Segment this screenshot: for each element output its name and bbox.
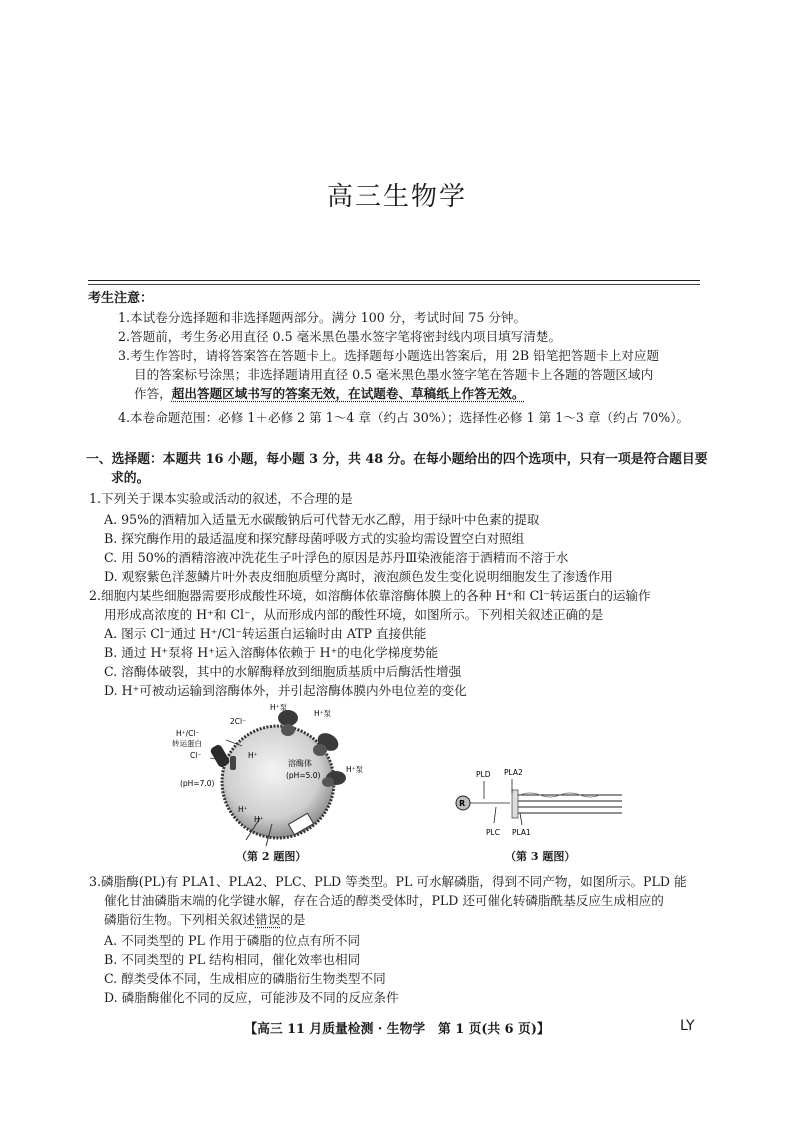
q3-stem-1: 3.磷脂酶(PL)有 PLA1、PLA2、PLC、PLD 等类型。PL 可水解磷脂，得到不同产物，如图所示。PLD 能 bbox=[89, 874, 687, 889]
label-cl: Cl⁻ bbox=[190, 751, 202, 760]
note-3-end bbox=[134, 384, 524, 403]
label-lysosome: 溶酶体 bbox=[288, 759, 312, 768]
label-ph-out: (pH=7.0) bbox=[180, 779, 215, 788]
label-2cl: 2Cl⁻ bbox=[230, 717, 247, 726]
q2-option-a: A. 图示 Cl⁻通过 H⁺/Cl⁻转运蛋白运输时由 ATP 直接供能 bbox=[104, 626, 427, 641]
note-3-cont: 目的答案标号涂黑；非选择题请用直径 0.5 毫米黑色墨水签字笔在答题卡上各题的答题区域内 bbox=[134, 367, 654, 382]
label-pld: PLD bbox=[476, 770, 491, 779]
q2-stem-1: 2.细胞内某些细胞器需要形成酸性环境，如溶酶体依靠溶酶体膜上的各种 H⁺和 Cl⁻转运蛋白的运输作 bbox=[89, 588, 651, 603]
pla1-site-line bbox=[520, 813, 522, 825]
q3-stem-3-a: 磷脂衍生物。下列相关叙述 bbox=[104, 912, 256, 927]
q1-option-b: B. 探究酶作用的最适温度和探究酵母菌呼吸方式的实验均需设置空白对照组 bbox=[104, 531, 525, 546]
label-transporter-2: 转运蛋白 bbox=[172, 739, 202, 748]
note-3-tail: 作答， bbox=[134, 386, 172, 401]
label-h-pump-top: H⁺泵 bbox=[270, 703, 288, 712]
fatty-acid-chains bbox=[512, 795, 622, 813]
q3-stem-3-emphasis: 错误 bbox=[255, 912, 281, 927]
notes-heading: 考生注意： bbox=[88, 291, 154, 306]
q3-stem-3 bbox=[104, 910, 306, 929]
label-pla2: PLA2 bbox=[504, 768, 523, 777]
transporter-shape bbox=[209, 743, 236, 770]
note-3: 3.考生作答时，请将答案答在答题卡上。选择题每小题选出答案后，用 2B 铅笔把答题卡上对应题 bbox=[118, 348, 660, 363]
q3-option-c: C. 醇类受体不同，生成相应的磷脂衍生物类型不同 bbox=[104, 971, 386, 986]
glycerol-shape bbox=[512, 790, 518, 818]
q3-option-d: D. 磷脂酶催化不同的反应，可能涉及不同的反应条件 bbox=[104, 990, 399, 1005]
lysosome-membrane bbox=[222, 726, 334, 838]
q3-option-a: A. 不同类型的 PL 作用于磷脂的位点有所不同 bbox=[104, 933, 361, 948]
label-h-pump-side: H⁺泵 bbox=[346, 765, 364, 774]
q1-option-d: D. 观察紫色洋葱鳞片叶外表皮细胞质壁分离时，液泡颜色发生变化说明细胞发生了渗透作用 bbox=[104, 569, 613, 584]
q3-stem-2: 催化甘油磷脂末端的化学键水解，存在合适的醇类受体时，PLD 还可催化转磷脂酰基反应生成相应的 bbox=[104, 893, 664, 908]
label-h-pump-right: H⁺泵 bbox=[314, 709, 332, 718]
page-title: 高三生物学 bbox=[326, 182, 467, 212]
footer-code: LY bbox=[680, 1018, 695, 1034]
q1-option-c: C. 用 50%的酒精溶液冲洗花生子叶浮色的原因是苏丹Ⅲ染液能溶于酒精而不溶于水 bbox=[104, 550, 569, 565]
section-heading: 一、选择题：本题共 16 小题，每小题 3 分，共 48 分。在每小题给出的四个选项中，只有一项是符合题目要 bbox=[86, 452, 708, 467]
label-plc: PLC bbox=[486, 828, 500, 837]
note-3-emphasis: 超出答题区域书写的答案无效，在试题卷、草稿纸上作答无效。 bbox=[171, 386, 525, 401]
label-h-low-2: H⁺ bbox=[254, 815, 264, 824]
q3-option-b: B. 不同类型的 PL 结构相同，催化效率也相同 bbox=[104, 952, 361, 967]
label-h-low-1: H⁺ bbox=[238, 805, 248, 814]
header-rule bbox=[88, 280, 700, 281]
q2-option-d: D. H⁺可被动运输到溶酶体外，并引起溶酶体膜内外电位差的变化 bbox=[104, 683, 467, 698]
section-heading-cont: 求的。 bbox=[111, 471, 150, 486]
page-footer: 【高三 11 月质量检测 · 生物学 第 1 页(共 6 页)】 bbox=[244, 1022, 550, 1037]
phospholipid-figure bbox=[450, 765, 630, 845]
label-ph-in: (pH=5.0) bbox=[286, 771, 321, 780]
figure-2-caption: （第 2 题图） bbox=[236, 850, 307, 863]
header-rule-thin bbox=[88, 284, 700, 285]
note-4: 4.本卷命题范围：必修 1＋必修 2 第 1～4 章（约占 30%）；选择性必修 1 第 1～3 章（约占 70%）。 bbox=[118, 410, 690, 425]
q1-option-a: A. 95%的酒精加入适量无水碳酸钠后可代替无水乙醇，用于绿叶中色素的提取 bbox=[104, 512, 540, 527]
note-2: 2.答题前，考生务必用直径 0.5 毫米黑色墨水签字笔将密封线内项目填写清楚。 bbox=[118, 329, 562, 344]
q2-option-c: C. 溶酶体破裂，其中的水解酶释放到细胞质基质中后酶活性增强 bbox=[104, 664, 462, 679]
figure-3-caption: （第 3 题图） bbox=[505, 850, 576, 863]
label-r: R bbox=[459, 799, 466, 808]
q2-stem-2: 用形成高浓度的 H⁺和 Cl⁻，从而形成内部的酸性环境，如图所示。下列相关叙述正确的是 bbox=[104, 607, 604, 622]
note-1: 1.本试卷分选择题和非选择题两部分。满分 100 分，考试时间 75 分钟。 bbox=[118, 310, 527, 325]
q1-stem: 1.下列关于课本实验或活动的叙述，不合理的是 bbox=[89, 491, 353, 506]
q2-option-b: B. 通过 H⁺泵将 H⁺运入溶酶体依赖于 H⁺的电化学梯度势能 bbox=[104, 645, 439, 660]
plc-site-line bbox=[494, 807, 496, 823]
q3-stem-3-c: 的是 bbox=[280, 912, 306, 927]
label-transporter-1: H⁺/Cl⁻ bbox=[176, 729, 200, 738]
label-h-inner: H⁺ bbox=[248, 751, 258, 760]
label-pla1: PLA1 bbox=[512, 828, 531, 837]
lysosome-figure bbox=[170, 700, 370, 850]
